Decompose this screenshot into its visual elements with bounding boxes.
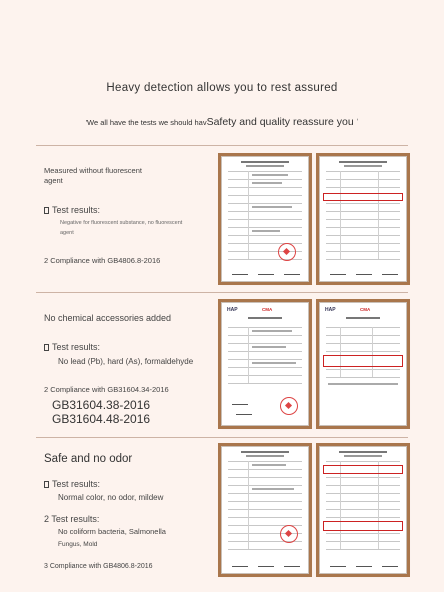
section-chemical [44,312,214,426]
page-subtitle [0,116,444,128]
test-result-detail: Normal color, no odor, mildew [58,493,164,502]
hap-logo: HAP [227,307,238,313]
test-results-label-2: 2 Test results: [44,514,100,524]
test-report-image: HAP CMA [319,302,407,426]
divider [36,292,408,293]
subtitle-prefix: 'We all have the tests we should hav [85,118,207,127]
compliance-text: 2 Compliance with GB4806.8-2016 [44,256,161,265]
seal-stamp [278,243,296,261]
subtitle-main: Safety and quality reassure you [206,116,354,128]
page-title: Heavy detection allows you to rest assured [106,82,338,94]
hap-logo: HAP [325,307,336,313]
compliance-text: 2 Compliance with GB31604.34-2016 [44,385,169,394]
test-report-image [221,156,309,282]
checkbox-icon [44,344,49,351]
section-heading: Safe and no odor [44,453,133,465]
test-report-image [221,446,309,574]
checkbox-icon [44,481,49,488]
subtitle-mark: ʼ [356,118,359,127]
divider [36,145,408,146]
section-heading: No chemical accessories added [44,313,172,323]
checkbox-icon [44,207,49,214]
compliance-text: 3 Compliance with GB4806.8-2016 [44,563,153,570]
standard-code: GB31604.38-2016 [52,398,151,412]
test-results-label: Test results: [44,341,214,353]
test-results-label: Test results: [44,204,194,216]
highlight-box [323,355,403,367]
standard-code: GB31604.48-2016 [52,412,151,426]
seal-stamp [280,525,298,543]
test-results-label: Test results: [44,478,214,490]
test-report-image [319,156,407,282]
section-odor [44,453,214,572]
highlight-box [323,465,403,474]
test-result-detail-3: Fungus, Mold [58,541,98,548]
test-report-image [319,446,407,574]
test-result-detail-2: No coliform bacteria, Salmonella [58,527,166,536]
divider [36,437,408,438]
test-result-detail: No lead (Pb), hard (As), formaldehyde [58,357,194,366]
highlight-box [323,193,403,201]
highlight-box [323,521,403,531]
section-fluorescent [44,166,194,266]
section-heading: Measured without fluorescent agent [44,166,142,185]
test-report-image: HAP CMA [221,302,309,426]
seal-stamp [280,397,298,415]
test-result-detail: Negative for fluorescent substance, no fluorescent agent [60,220,183,236]
